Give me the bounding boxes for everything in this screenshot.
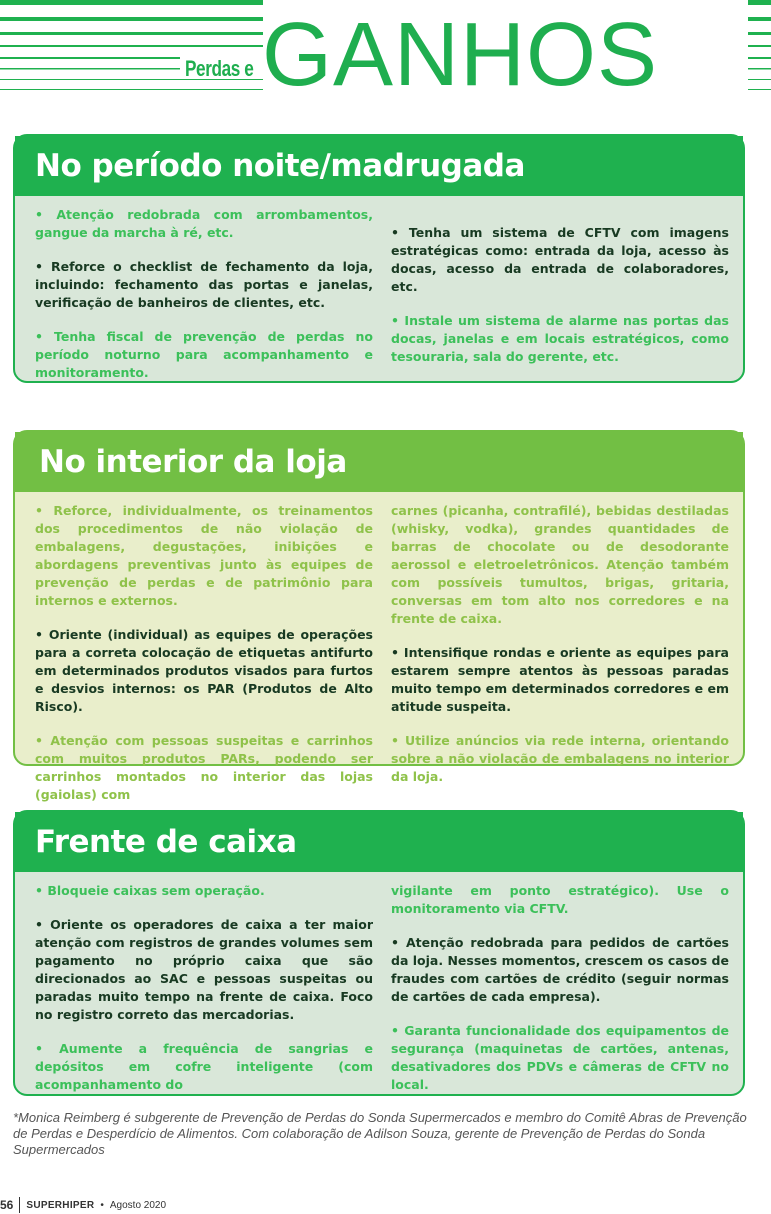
night-box — [13, 134, 745, 383]
interior-item: • Intensifique rondas e oriente as equipes para estarem sempre atentos às pessoas paradas muito tempo em determinados corredores e em atitude suspeita. — [391, 645, 729, 714]
author-footnote: *Monica Reimberg é subgerente de Prevenção de Perdas do Sonda Supermercados e membro do Comitê Abras de Prevenção de Perdas e Desperdício de Alimentos. Com colaboração de Adilson Souza, gerente de Prevenção de Perdas do Sonda Supermercados — [13, 1110, 747, 1157]
interior-right-column — [391, 502, 729, 802]
footer-bullet: • — [100, 1199, 104, 1211]
checkout-left-column — [35, 882, 373, 1110]
checkout-box-title: Frente de caixa — [15, 812, 743, 872]
night-left-column — [35, 206, 373, 398]
checkout-item: • Aumente a frequência de sangrias e depósitos em cofre inteligente (com acompanhamento do — [35, 1041, 373, 1092]
checkout-item: • Oriente os operadores de caixa a ter maior atenção com registros de grandes volumes sem pagamento no próprio caixa que são direcionados ao SAC e pessoas suspeitas ou paradas muito tempo na frente de caixa. Foco no registro correto das mercadorias. — [35, 917, 373, 1022]
interior-left-column — [35, 502, 373, 820]
section-title-big: GANHOS — [262, 5, 659, 105]
interior-box — [13, 430, 745, 802]
night-item: • Tenha um sistema de CFTV com imagens estratégicas como: entrada da loja, acesso às docas, acesso da entrada de colaboradores, etc. — [391, 225, 729, 294]
checkout-item: • Bloqueie caixas sem operação. — [35, 883, 265, 898]
interior-item: • Oriente (individual) as equipes de operações para a correta colocação de etiquetas antifurto em determinados produtos visados para furtos e desvios internos: os PAR (Produtos de Alto Risco). — [35, 627, 373, 714]
checkout-item: • Garanta funcionalidade dos equipamentos de segurança (maquinetas de cartões, antenas, desativadores dos PDVs e câmeras de CFTV no local. — [391, 1023, 729, 1092]
checkout-right-column — [391, 882, 729, 1110]
issue-date: Agosto 2020 — [109, 1199, 167, 1211]
magazine-name: SUPERHIPER — [26, 1199, 95, 1211]
night-item: • Atenção redobrada com arrombamentos, gangue da marcha à ré, etc. — [35, 207, 373, 240]
interior-item: • Reforce, individualmente, os treinamentos dos procedimentos de não violação de embalagens, degustações, inibições e abordagens preventivas junto às equipes de prevenção de perdas e de patrimônio para internos e externos. — [35, 503, 373, 608]
night-box-title: No período noite/madrugada — [15, 136, 743, 196]
section-title-small: Perdas e — [185, 56, 254, 81]
interior-box-title: No interior da loja — [15, 432, 743, 492]
checkout-item: • Atenção redobrada para pedidos de cartões da loja. Nesses momentos, crescem os casos de fraudes com cartões de crédito (seguir normas de cartões de cada empresa). — [391, 935, 729, 1004]
interior-item: • Utilize anúncios via rede interna, orientando sobre a não violação de embalagens no interior da loja. — [391, 733, 729, 784]
page-number: 56 — [0, 1198, 14, 1212]
night-item: • Tenha fiscal de prevenção de perdas no período noturno para acompanhamento e monitoramento. — [35, 329, 373, 380]
night-item: • Reforce o checklist de fechamento da loja, incluindo: fechamento das portas e janelas, verificação de banheiros de clientes, etc. — [35, 259, 373, 310]
night-right-column — [391, 224, 729, 382]
interior-item: • Atenção com pessoas suspeitas e carrinhos com muitos produtos PARs, podendo ser carrinhos montados no interior das lojas (gaiolas) com — [35, 733, 373, 802]
night-item: • Instale um sistema de alarme nas portas das docas, janelas e em locais estratégicos, como tesouraria, sala do gerente, etc. — [391, 313, 729, 364]
footer-divider — [19, 1197, 20, 1213]
page-footer — [0, 1196, 166, 1214]
checkout-item: vigilante em ponto estratégico). Use o monitoramento via CFTV. — [391, 883, 729, 916]
checkout-box — [13, 810, 745, 1096]
interior-item: carnes (picanha, contrafilé), bebidas destiladas (whisky, vodka), grandes quantidades de barras de chocolate ou de desodorante aerossol e eletroeletrônicos. Atenção também com possíveis tumultos, brigas, gritaria, conversas em tom alto nos corredores e na frente de caixa. — [391, 503, 729, 626]
